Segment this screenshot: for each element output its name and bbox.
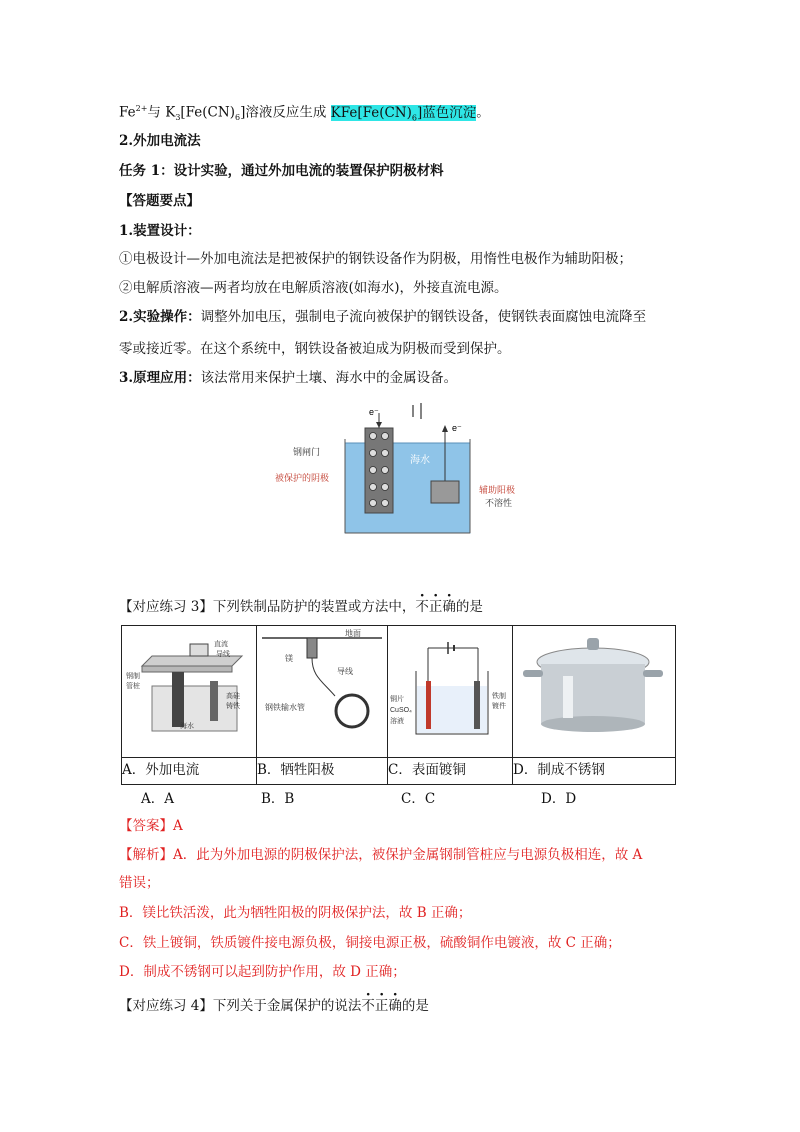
exercise-3-question: 【对应练习 3】下列铁制品防护的装置或方法中，不正确的是 xyxy=(119,599,483,615)
anode-label-1: 辅助阳极 xyxy=(479,485,516,495)
caption-a: A．外加电流 xyxy=(122,758,257,785)
wire-label: 导线 xyxy=(337,667,353,676)
fe1-label: 铁制 xyxy=(492,693,506,700)
image-d-cell xyxy=(513,626,676,758)
analysis-line-2: 错误； xyxy=(119,875,160,891)
sol-label: 溶液 xyxy=(390,718,404,725)
e-right-label: e⁻ xyxy=(452,423,462,433)
analysis-line-1: 【解析】A．此为外加电源的阴极保护法，被保护金属钢制管桩应与电源负极相连，故 A xyxy=(119,847,643,863)
section-title: 2.外加电流法 xyxy=(119,133,201,149)
task-title: 任务 1：设计实验，通过外加电流的装置保护阴极材料 xyxy=(119,163,444,179)
anode1-label: 高硅 xyxy=(226,693,240,700)
choice-c[interactable]: C．C xyxy=(401,791,436,807)
choice-b[interactable]: B．B xyxy=(261,791,295,807)
stainless-pot-image xyxy=(513,626,675,744)
anode2-label: 铸铁 xyxy=(226,703,240,710)
exercise-4-question: 【对应练习 4】下列关于金属保护的说法不正确的是 xyxy=(119,998,429,1014)
choice-d[interactable]: D．D xyxy=(541,791,577,807)
options-table xyxy=(121,625,676,785)
key-points-heading: 【答题要点】 xyxy=(119,193,200,209)
e-left-label: e⁻ xyxy=(369,407,379,417)
sea-label: 海水 xyxy=(180,723,194,730)
application-line: 3.原理应用：该法常用来保护土壤、海水中的金属设备。 xyxy=(119,370,458,386)
fe2-label: 镀件 xyxy=(492,703,506,710)
design-point-2: ②电解质溶液—两者均放在电解质溶液(如海水)，外接直流电源。 xyxy=(119,280,508,296)
answer: 【答案】A xyxy=(119,818,183,834)
sacrificial-anode-image xyxy=(257,626,387,744)
seawater-label: 海水 xyxy=(410,455,430,466)
gate-label: 钢闸门 xyxy=(293,447,321,457)
anode-label-2: 不溶性 xyxy=(485,498,513,508)
operation-line-2: 零或接近零。在这个系统中，钢铁设备被迫成为阴极而受到保护。 xyxy=(119,341,511,357)
pile2-label: 管桩 xyxy=(126,683,140,690)
copper-plating-image xyxy=(388,626,512,744)
cathode-label: 被保护的阴极 xyxy=(275,473,330,483)
dc-label: 直流 xyxy=(214,641,228,648)
caption-b: B．牺牲阳极 xyxy=(257,758,388,785)
image-c-cell xyxy=(388,626,513,758)
pipe-label: 钢铁输水管 xyxy=(265,703,305,712)
caption-d: D．制成不锈钢 xyxy=(513,758,676,785)
pile1-label: 钢制 xyxy=(126,673,140,680)
image-b-cell xyxy=(257,626,388,758)
cu-label: 铜片 xyxy=(390,696,404,703)
operation-line-1: 2.实验操作：调整外加电压，强制电子流向被保护的钢铁设备，使钢铁表面腐蚀电流降至 xyxy=(119,309,647,325)
analysis-line-4: C．铁上镀铜，铁质镀件接电源负极，铜接电源正极，硫酸铜作电镀液，故 C 正确； xyxy=(119,935,621,951)
design-point-1: ①电极设计—外加电流法是把被保护的钢铁设备作为阴极，用惰性电极作为辅助阳极； xyxy=(119,251,632,267)
highlighted-product: $KFe[Fe(CN)_6]$蓝色沉淀 xyxy=(330,104,477,123)
reaction-line: $Fe^{2+}$与 $K_3[Fe(CN)_6]$溶液反应生成 $KFe[Fe(CN)_6]$蓝色沉淀。 xyxy=(119,104,490,123)
caption-c: C．表面镀铜 xyxy=(388,758,513,785)
cuso4-label: CuSO₄ xyxy=(390,707,412,714)
image-a-cell xyxy=(122,626,257,758)
mg-label: 镁 xyxy=(285,654,293,663)
analysis-line-5: D．制成不锈钢可以起到防护作用，故 D 正确； xyxy=(119,964,406,980)
choice-a[interactable]: A．A xyxy=(141,791,174,807)
impressed-current-image xyxy=(122,626,256,744)
design-title: 1.装置设计： xyxy=(119,223,201,239)
impressed-current-diagram xyxy=(275,403,575,543)
dc2-label: 导线 xyxy=(216,651,230,658)
analysis-line-3: B．镁比铁活泼，此为牺牲阳极的阴极保护法，故 B 正确； xyxy=(119,905,472,921)
ground-label: 地面 xyxy=(345,629,361,638)
